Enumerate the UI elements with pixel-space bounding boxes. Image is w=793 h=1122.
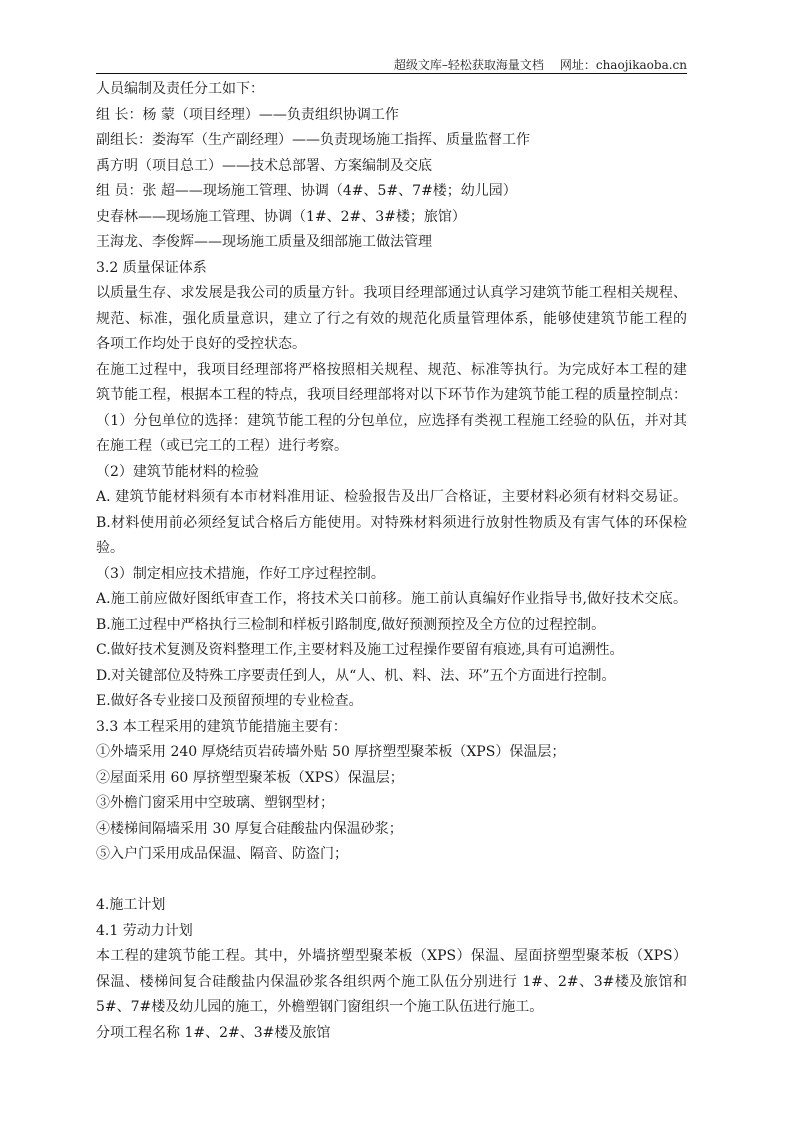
text-line: （3）制定相应技术措施，作好工序过程控制。 (96, 565, 385, 582)
text-line: （2）建筑节能材料的检验 (96, 463, 259, 480)
blank-line (96, 868, 687, 894)
text-line: 验。 (96, 540, 124, 556)
text-line: ⑤入户门采用成品保温、隔音、防盗门； (96, 846, 348, 862)
text-line: B.施工过程中严格执行三检制和样板引路制度,做好预测预控及全方位的过程控制。 (96, 616, 606, 633)
text-line: D.对关键部位及特殊工序要责任到人，从“人、机、料、法、环”五个方面进行控制。 (96, 667, 616, 684)
text-line: ②屋面采用 60 厚挤塑型聚苯板（XPS）保温层； (96, 769, 404, 786)
text-line: 组 员：张 超——现场施工管理、协调（4#、5#、7#楼；幼儿园） (96, 183, 517, 199)
text-line: C.做好技术复测及资料整理工作,主要材料及施工过程操作要留有痕迹,具有可追溯性。 (96, 642, 624, 658)
text-line: 保温、楼梯间复合硅酸盐内保温砂浆各组织两个施工队伍分别进行 1#、2#、3#楼及旅馆和 (96, 973, 687, 990)
text-line: 分项工程名称 1#、2#、3#楼及旅馆 (96, 1024, 331, 1041)
text-line: ③外檐门窗采用中空玻璃、塑钢型材； (96, 795, 334, 811)
header-site-name: 超级文库–轻松获取海量文档 (393, 58, 544, 72)
text-line: 副组长：娄海军（生产副经理）——负责现场施工指挥、质量监督工作 (96, 132, 530, 148)
text-line: ①外墙采用 240 厚烧结页岩砖墙外贴 50 厚挤塑型聚苯板（XPS）保温层； (96, 744, 566, 760)
text-line: 5#、7#楼及幼儿园的施工，外檐塑钢门窗组织一个施工队伍进行施工。 (96, 999, 544, 1015)
text-line: 规范、标准，强化质量意识，建立了行之有效的规范化质量管理体系，能够使建筑节能工程的 (96, 310, 687, 327)
text-line: （1）分包单位的选择：建筑节能工程的分包单位，应选择有类视工程施工经验的队伍，并对其 (96, 412, 687, 429)
text-line: 王海龙、李俊辉——现场施工质量及细部施工做法管理 (96, 234, 432, 250)
text-line: 人员编制及责任分工如下： (96, 81, 264, 97)
text-line: 史春林——现场施工管理、协调（1#、2#、3#楼；旅馆） (96, 208, 466, 225)
text-line: 3.2 质量保证体系 (96, 259, 207, 276)
text-line: B.材料使用前必须经复试合格后方能使用。对特殊材料须进行放射性物质及有害气体的环保检 (96, 514, 687, 531)
page-header (96, 56, 687, 73)
text-line: 禹方明（项目总工）——技术总部署、方案编制及交底 (96, 157, 432, 174)
text-line: E.做好各专业接口及预留预埋的专业检查。 (96, 693, 363, 709)
text-line: 4.施工计划 (96, 897, 166, 913)
text-line: 在施工过程中，我项目经理部将严格按照相关规程、规范、标准等执行。为完成好本工程的建 (96, 361, 687, 378)
text-line: A.施工前应做好图纸审查工作，将技术关口前移。施工前认真编好作业指导书,做好技术交底。 (96, 591, 687, 607)
text-line: 本工程的建筑节能工程。其中，外墙挤塑型聚苯板（XPS）保温、屋面挤塑型聚苯板（XPS） (96, 948, 687, 964)
text-line: 以质量生存、求发展是我公司的质量方针。我项目经理部通过认真学习建筑节能工程相关规程、 (96, 285, 687, 301)
text-line: 4.1 劳动力计划 (96, 922, 193, 939)
header-url: 网址：chaojikaoba.cn (559, 58, 687, 72)
text-line: 各项工作均处于良好的受控状态。 (96, 336, 306, 352)
text-line: 组 长：杨 蒙（项目经理）——负责组织协调工作 (96, 106, 399, 123)
header-divider (96, 73, 687, 74)
text-line: A. 建筑节能材料须有本市材料准用证、检验报告及出厂合格证，主要材料必须有材料交易证。 (96, 489, 687, 505)
text-line: 筑节能工程，根据本工程的特点，我项目经理部将对以下环节作为建筑节能工程的质量控制点： (96, 387, 687, 403)
document-body (96, 77, 687, 1046)
text-line: 3.3 本工程采用的建筑节能措施主要有： (96, 718, 347, 735)
text-line: ④楼梯间隔墙采用 30 厚复合硅酸盐内保温砂浆； (96, 820, 403, 837)
text-line: 在施工程（或已完工的工程）进行考察。 (96, 438, 348, 454)
